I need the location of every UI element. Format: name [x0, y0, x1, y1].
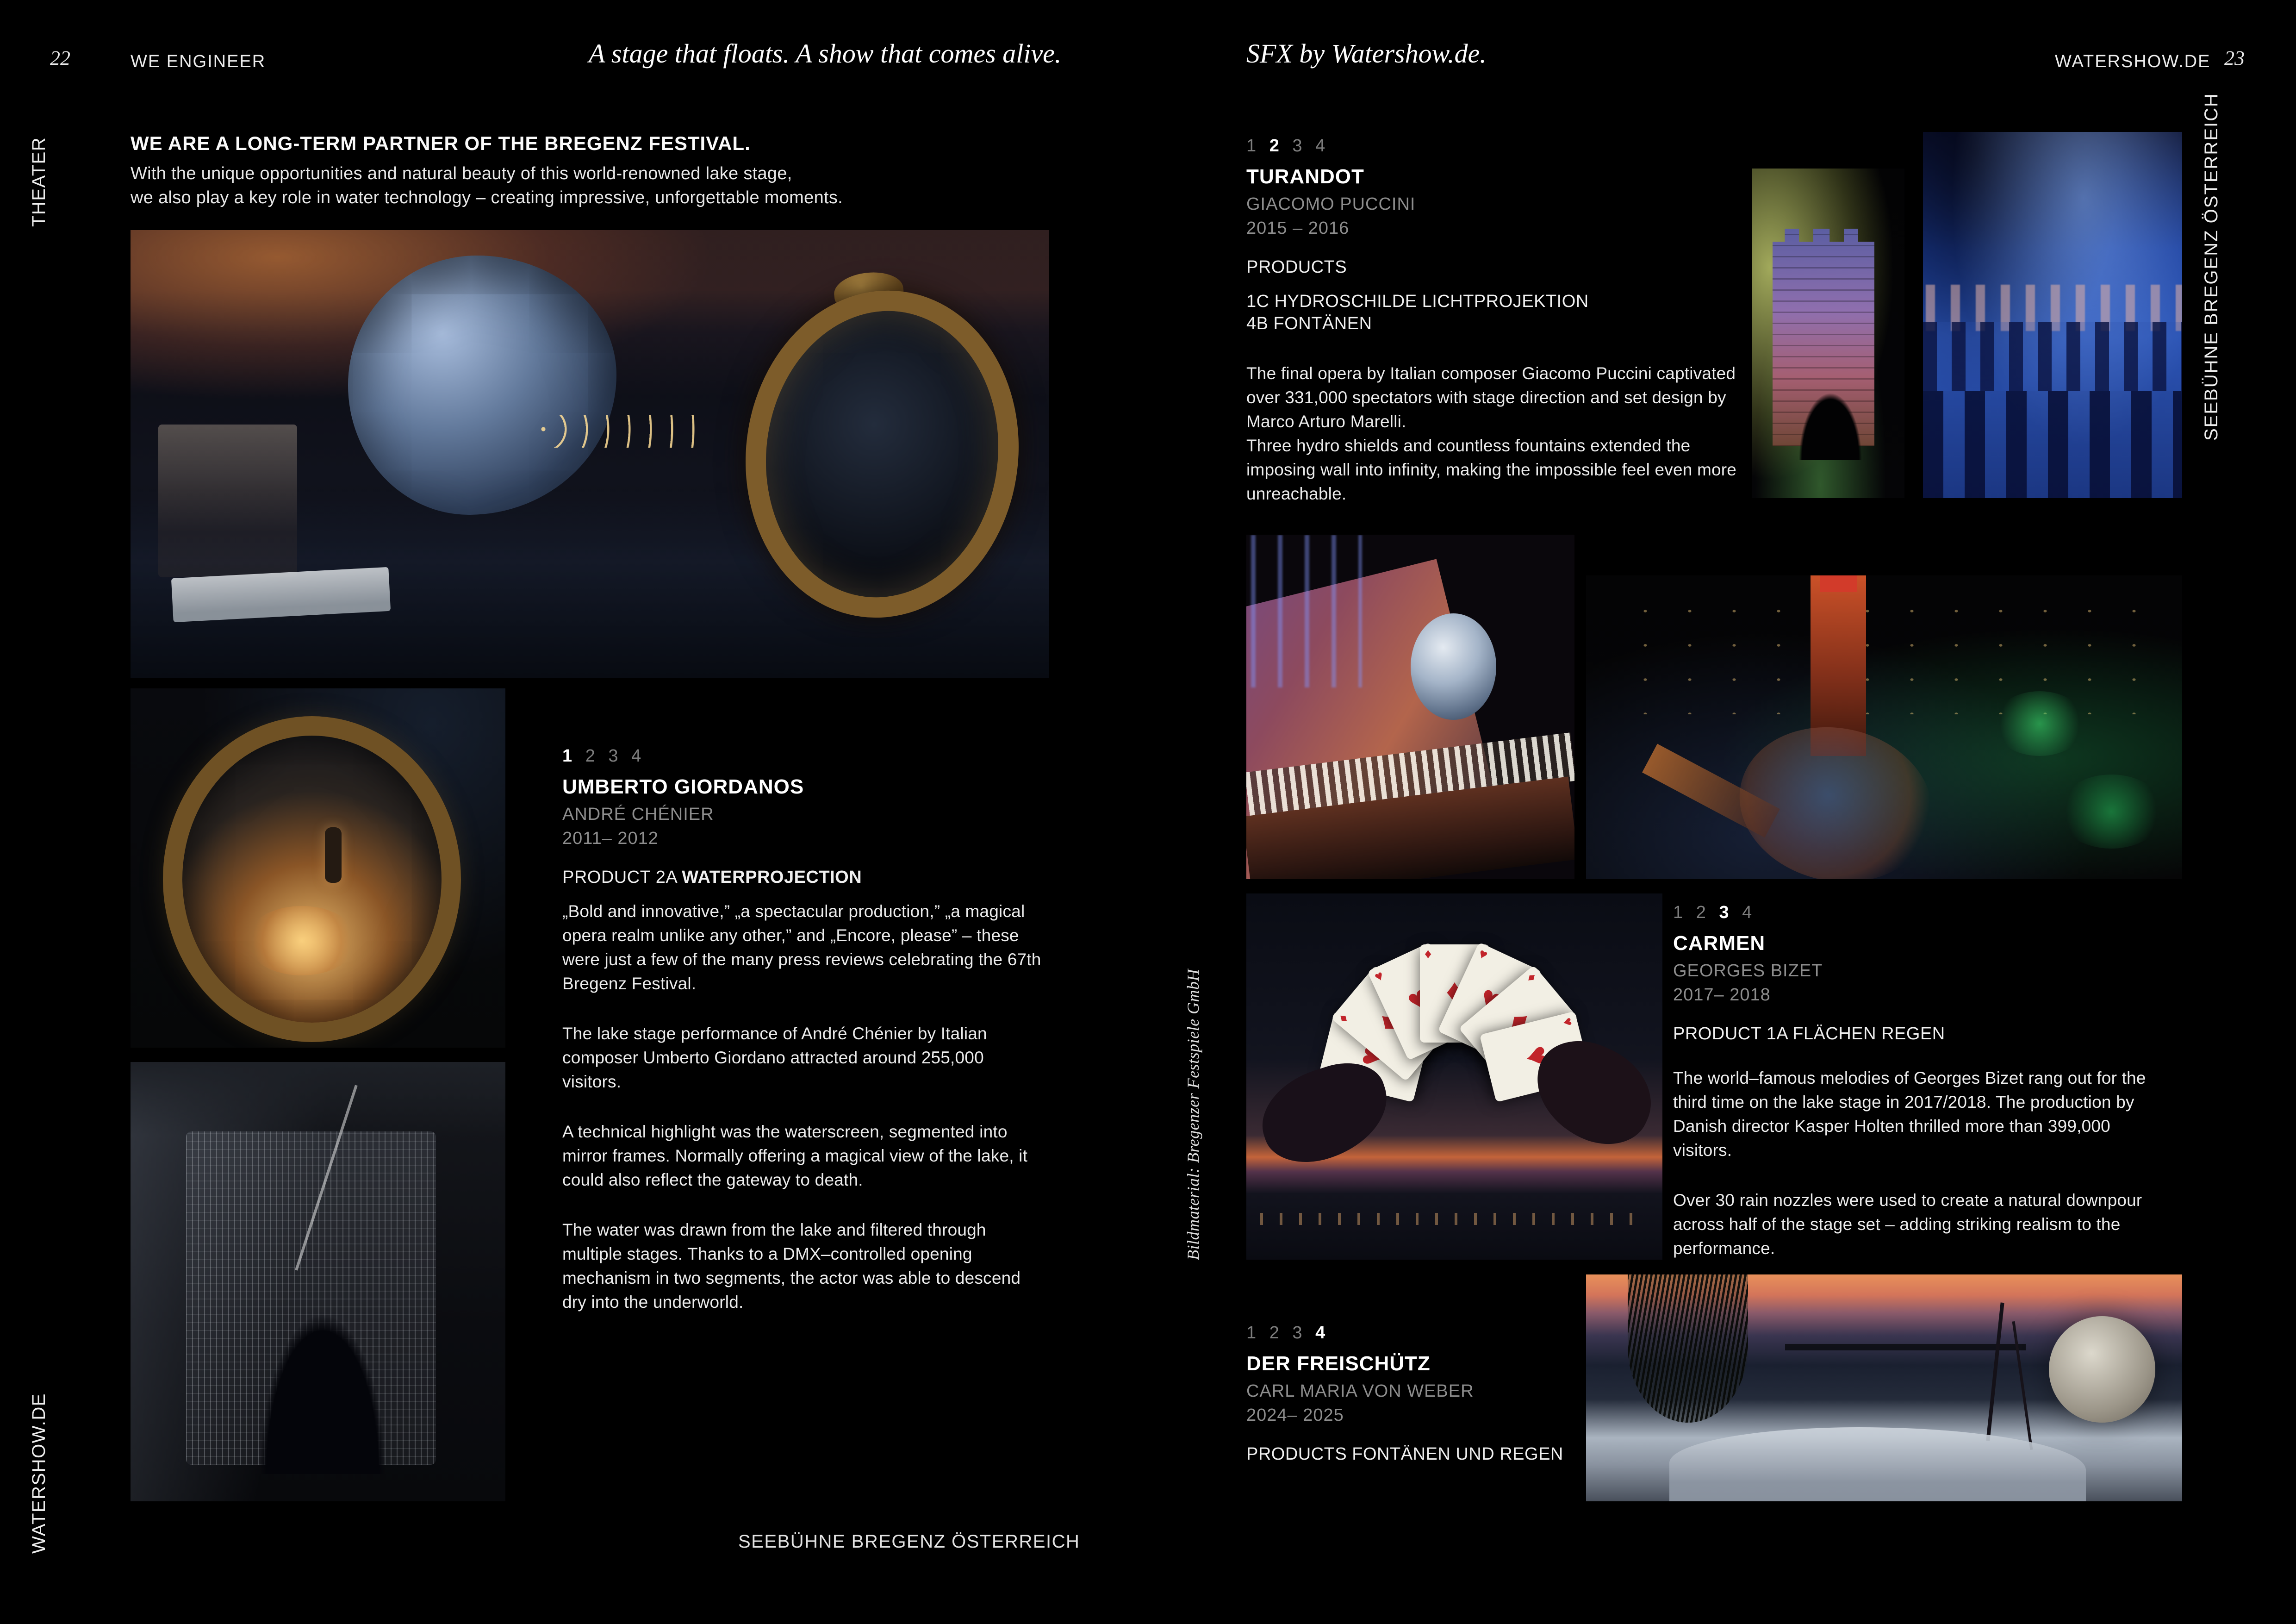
headline-right: SFX by Watershow.de.	[1246, 38, 1487, 69]
project-carmen	[1673, 903, 2164, 1261]
paragraph: Over 30 rain nozzles were used to create a natural downpour across half of the stage set – adding striking realism to the performance.	[1673, 1191, 2142, 1258]
project-years: 2017– 2018	[1673, 985, 1771, 1005]
project-paragraphs	[562, 899, 1044, 1314]
project-title: TURANDOT	[1246, 165, 1364, 188]
project-composer: ANDRÉ CHÉNIER	[562, 805, 714, 824]
photo-waterscreen-rig	[131, 1062, 505, 1501]
index-number: 2	[1269, 1323, 1279, 1343]
round-stage-deck	[1725, 710, 1947, 879]
stage-structure	[158, 425, 297, 577]
pearl-sphere	[1411, 613, 1496, 720]
project-title: DER FREISCHÜTZ	[1246, 1352, 1431, 1375]
project-composer: CARL MARIA VON WEBER	[1246, 1381, 1474, 1401]
photo-carmen-cards	[1246, 893, 1662, 1260]
product-prefix: PRODUCT 2A	[562, 868, 682, 887]
project-paragraphs	[1246, 362, 1737, 506]
paragraph: The water was drawn from the lake and filtered through multiple stages. Thanks to a DMX–controlled opening mechanism in two segments, the actor was able to descend dry into the underworld.	[562, 1220, 1021, 1312]
paragraph: The world–famous melodies of Georges Bizet rang out for the third time on the lake stage in 2017/2018. The production by Danish director Kasper Holten thrilled more than 399,000 visitors.	[1673, 1068, 2146, 1160]
intro-heading: WE ARE A LONG-TERM PARTNER OF THE BREGENZ FESTIVAL.	[131, 132, 751, 154]
edge-label-watershow: WATERSHOW.DE	[29, 1393, 49, 1554]
index-number: 1	[1246, 136, 1257, 156]
intro-line-1: With the unique opportunities and natural beauty of this world-renowned lake stage,	[131, 164, 792, 183]
index-number: 2	[1269, 136, 1279, 156]
paragraph: The lake stage performance of André Chénier by Italian composer Umberto Giordano attracted around 255,000 visitors.	[562, 1024, 987, 1091]
index-number: 4	[1315, 136, 1325, 156]
photo-turandot-wall	[1246, 535, 1574, 879]
paragraph: A technical highlight was the waterscreen, segmented into mirror frames. Normally offering a magical view of the lake, it could also reflect the gateway to death.	[562, 1122, 1028, 1189]
photo-credit: Bildmaterial: Bregenzer Festspiele GmbH	[1184, 968, 1202, 1260]
index-number: 2	[585, 746, 595, 766]
page-number-right: 23	[2224, 47, 2245, 69]
header-label-right: WATERSHOW.DE	[2055, 52, 2211, 71]
edge-label-seebuehne: SEEBÜHNE BREGENZ ÖSTERREICH	[2201, 93, 2221, 441]
project-product	[562, 867, 1044, 887]
project-years: 2011– 2012	[562, 829, 659, 848]
product-line: 1C HYDROSCHILDE LICHTPROJEKTION	[1246, 292, 1589, 311]
stage-lights-row	[1260, 1213, 1649, 1225]
project-paragraphs	[1673, 1066, 2164, 1261]
rig-beam	[131, 1062, 505, 1136]
paragraph: The final opera by Italian composer Giacomo Puccini captivated over 331,000 spectators with stage direction and set design by Marco Arturo Marelli.	[1246, 364, 1736, 431]
product-line: 4B FONTÄNEN	[1246, 314, 1372, 333]
project-umberto-giordanos	[562, 746, 1044, 1314]
green-stage-light	[2058, 775, 2165, 849]
stage-lights	[538, 415, 704, 448]
index-number: 3	[1292, 136, 1302, 156]
image-index-row	[1673, 903, 2164, 923]
tower-cap	[1820, 575, 1857, 592]
project-product: PRODUCTS FONTÄNEN UND REGEN	[1246, 1444, 1563, 1464]
index-number: 4	[631, 746, 641, 766]
snow-stage	[1669, 1427, 2086, 1501]
figure-row-front	[1923, 322, 2182, 391]
paragraph: „Bold and innovative,” „a spectacular production,” „a magical opera realm unlike any other,” and „Encore, please” – these were just a few of the many press reviews celebrating the 67th Bregenz Festival.	[562, 902, 1041, 993]
blue-tarp-dome	[348, 256, 616, 515]
index-number: 4	[1742, 903, 1752, 922]
moon-sphere	[2049, 1316, 2155, 1423]
bare-tree	[1986, 1302, 2004, 1441]
index-number: 2	[1696, 903, 1706, 922]
project-turandot	[1246, 136, 1737, 506]
castle-arch	[1796, 386, 1865, 460]
project-title: UMBERTO GIORDANOS	[562, 775, 804, 798]
image-index-row	[1246, 136, 1737, 156]
index-number: 1	[1673, 903, 1683, 922]
index-number: 3	[1292, 1323, 1302, 1343]
index-number: 1	[562, 746, 572, 766]
image-index-row	[562, 746, 1044, 766]
audience-lights	[1623, 594, 2151, 714]
photo-lake-stage-hero	[131, 230, 1049, 678]
products-label: PRODUCTS	[1246, 257, 1347, 277]
performer-silhouette	[325, 827, 342, 883]
arch-opening	[246, 1280, 399, 1474]
photo-mirror-portal	[131, 688, 505, 1048]
project-years: 2015 – 2016	[1246, 219, 1350, 238]
photo-aerial-night-stage	[1586, 575, 2182, 879]
warm-glow	[246, 906, 357, 975]
photo-castle-projection	[1752, 169, 1904, 498]
index-number: 3	[608, 746, 618, 766]
photo-fountain-figures	[1923, 132, 2182, 498]
footer-caption: SEEBÜHNE BREGENZ ÖSTERREICH	[738, 1531, 1080, 1552]
willow-silhouette	[1628, 1274, 1748, 1423]
edge-label-theater: THEATER	[29, 137, 49, 227]
bare-tree	[2012, 1321, 2033, 1450]
index-number: 1	[1246, 1323, 1257, 1343]
figure-row-back	[1923, 391, 2182, 498]
lake-pier	[1785, 1344, 2026, 1350]
intro-line-2: we also play a key role in water technology – creating impressive, unforgettable moments.	[131, 188, 843, 207]
project-product: PRODUCT 1A FLÄCHEN REGEN	[1673, 1024, 1945, 1043]
index-number: 3	[1719, 903, 1729, 922]
gilded-mirror-frame	[727, 275, 1037, 633]
project-composer: GEORGES BIZET	[1673, 961, 1823, 981]
paragraph: Three hydro shields and countless fountains extended the imposing wall into infinity, making the impossible feel even more unreachable.	[1246, 436, 1737, 503]
index-number: 4	[1315, 1323, 1325, 1343]
fountain-jets	[1251, 535, 1362, 687]
project-composer: GIACOMO PUCCINI	[1246, 194, 1416, 214]
product-name: WATERPROJECTION	[682, 868, 862, 887]
green-stage-light	[1993, 691, 2086, 756]
header-label-left: WE ENGINEER	[131, 52, 266, 71]
golden-mirror-ring	[163, 716, 461, 1042]
photo-freischuetz-set	[1586, 1274, 2182, 1501]
page-number-left: 22	[50, 47, 70, 69]
headline-left: A stage that floats. A show that comes alive.	[589, 38, 1062, 69]
project-years: 2024– 2025	[1246, 1405, 1344, 1425]
project-title: CARMEN	[1673, 932, 1766, 955]
